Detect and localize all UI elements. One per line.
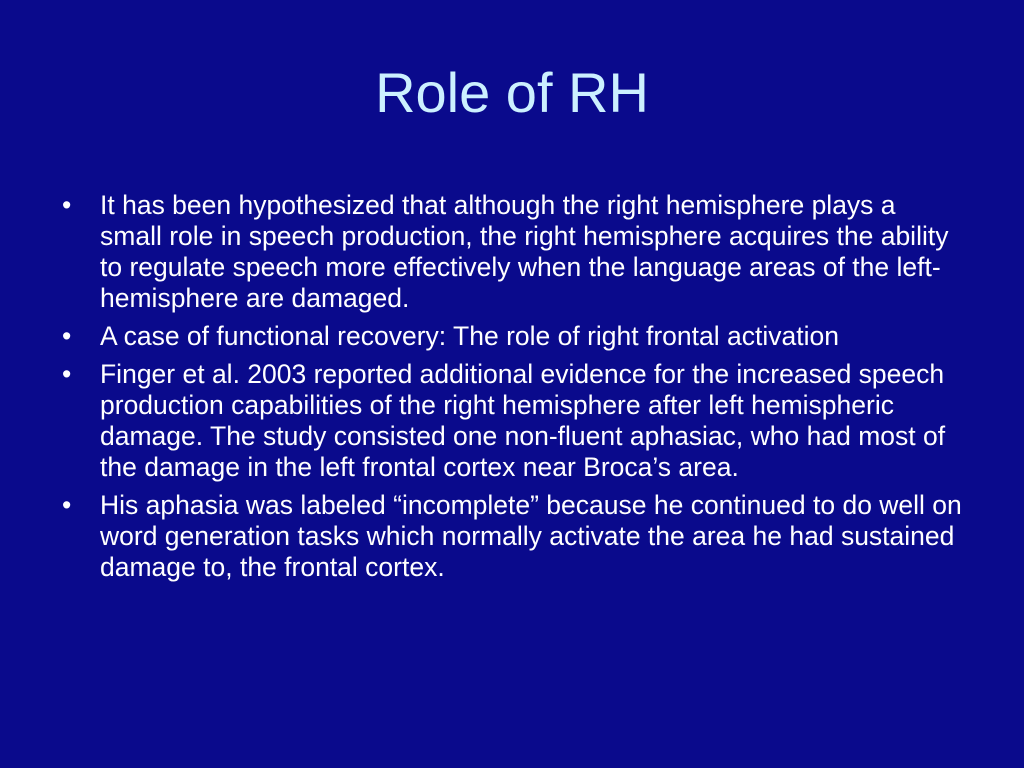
bullet-text: A case of functional recovery: The role of right frontal activation <box>100 321 839 351</box>
bullet-item <box>62 359 962 483</box>
bullet-marker: • <box>62 359 72 389</box>
bullet-item <box>62 321 962 352</box>
bullet-marker: • <box>62 321 72 351</box>
bullet-text: His aphasia was labeled “incomplete” because he continued to do well on word generation tasks which normally activate the area he had sustained damage to, the frontal cortex. <box>100 490 962 582</box>
slide-title: Role of RH <box>375 61 649 124</box>
bullet-marker: • <box>62 190 72 220</box>
bullet-marker: • <box>62 490 72 520</box>
bullet-text: Finger et al. 2003 reported additional evidence for the increased speech production capabilities of the right hemisphere after left hemispheric damage. The study consisted one non-fluent aphasiac, who had most of the damage in the left frontal cortex near Broca’s area. <box>100 359 946 482</box>
bullet-item <box>62 490 962 583</box>
bullet-text: It has been hypothesized that although the right hemisphere plays a small role in speech production, the right hemisphere acquires the ability to regulate speech more effectively when the language areas of the left-hemisphere are damaged. <box>100 190 949 313</box>
bullet-item <box>62 190 962 314</box>
bullet-list <box>62 190 962 590</box>
